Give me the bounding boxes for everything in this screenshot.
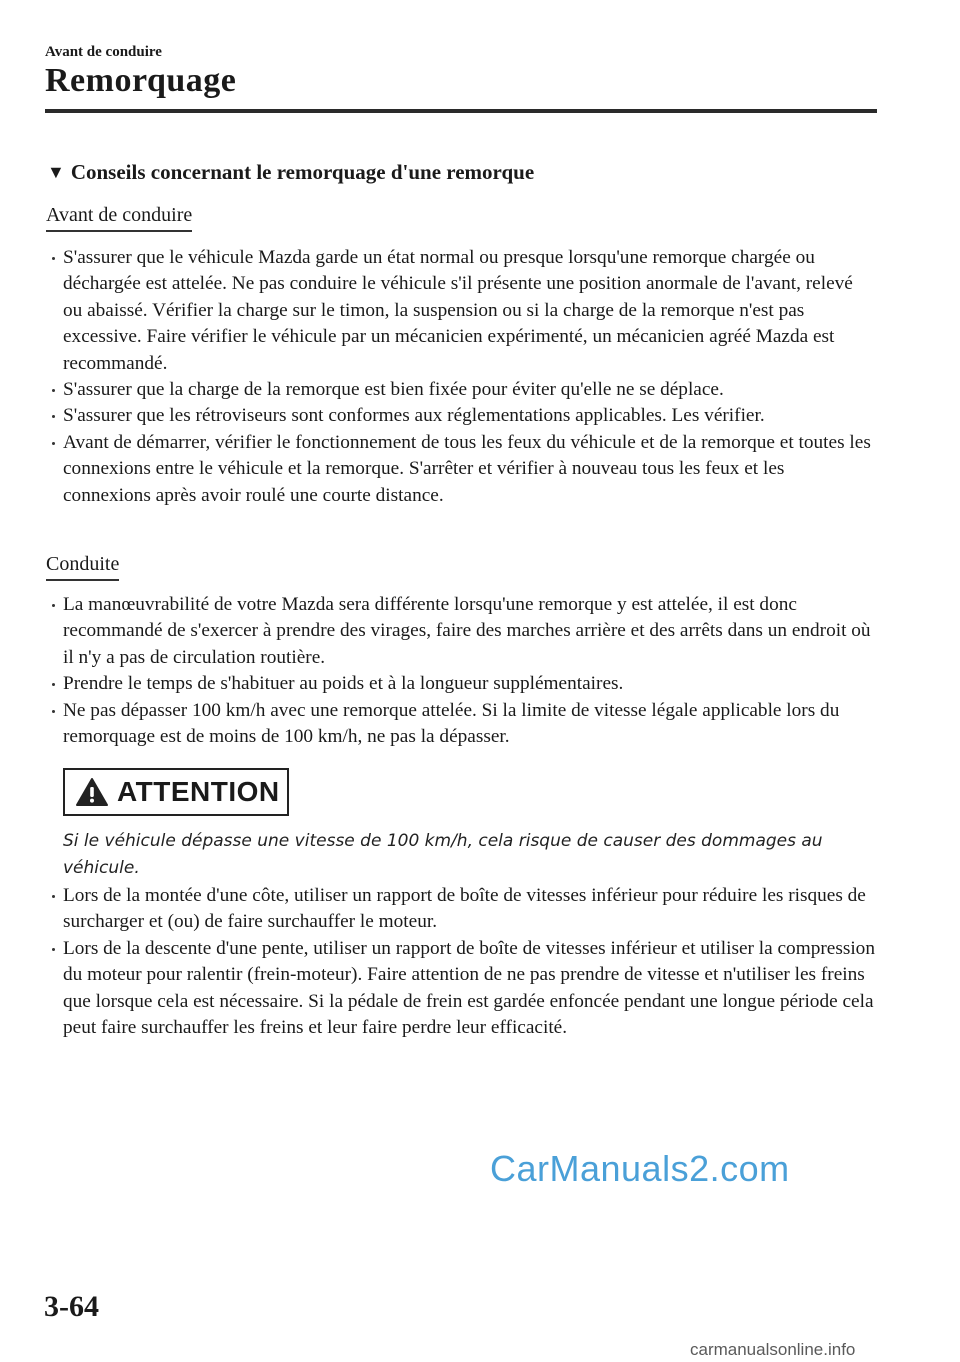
list-item: Lors de la descente d'une pente, utiliser un rapport de boîte de vitesses inférieur et utiliser la compression du moteur pour ralentir (frein-moteur). Faire attention de ne pas prendre de vitesse et n'utiliser les freins que lorsque cela est nécessaire. Si la pédale de frein est gardée enfoncée pendant une longue période cela peut faire surchauffer les freins et leur faire perdre leur efficacité. (46, 936, 876, 1042)
bullet-icon (52, 604, 55, 607)
list-item: Avant de démarrer, vérifier le fonctionnement de tous les feux du véhicule et de la remorque et toutes les connexions entre le véhicule et la remorque. S'arrêter et vérifier à nouveau tous les feux et les connexions après avoir roulé une courte distance. (46, 430, 876, 509)
list-item: S'assurer que la charge de la remorque est bien fixée pour éviter qu'elle ne se déplace. (46, 377, 876, 403)
section-heading-text: Conseils concernant le remorquage d'une remorque (70, 160, 535, 184)
page-title: Remorquage (45, 62, 237, 99)
subheading-before-driving: Avant de conduire (46, 204, 192, 232)
bullet-icon (52, 442, 55, 445)
bullet-icon (52, 710, 55, 713)
bullet-icon (52, 389, 55, 392)
subheading-driving: Conduite (46, 553, 119, 581)
attention-label: ATTENTION (117, 776, 280, 807)
watermark: CarManuals2.com (490, 1148, 790, 1189)
attention-box (63, 768, 289, 816)
chapter-label: Avant de conduire (45, 44, 162, 60)
attention-text: Si le véhicule dépasse une vitesse de 100 km/h, cela risque de causer des dommages au véhicule. (63, 831, 823, 878)
driving-list-continued (46, 883, 876, 1041)
before-driving-list (46, 245, 876, 509)
list-item: S'assurer que les rétroviseurs sont conformes aux réglementations applicables. Les vérifier. (46, 403, 876, 429)
list-item: Prendre le temps de s'habituer au poids et à la longueur supplémentaires. (46, 671, 876, 697)
bullet-icon (52, 257, 55, 260)
list-item: Lors de la montée d'une côte, utiliser un rapport de boîte de vitesses inférieur pour réduire les risques de surcharger et (ou) de faire surchauffer le moteur. (46, 883, 876, 936)
bullet-icon (52, 415, 55, 418)
list-item: S'assurer que le véhicule Mazda garde un état normal ou presque lorsqu'une remorque chargée ou déchargée est attelée. Ne pas conduire le véhicule s'il présente une position anormale de l'avant, relevé ou abaissé. Vérifier la charge sur le timon, la suspension ou si la charge de la remorque n'est pas excessive. Faire vérifier le véhicule par un mécanicien expérimenté, un mécanicien agréé Mazda est recommandé. (46, 245, 876, 377)
bullet-icon (52, 683, 55, 686)
header-divider (45, 109, 877, 113)
down-triangle-icon: ▼ (47, 162, 65, 182)
page-number: 3-64 (44, 1290, 99, 1323)
list-item: La manœuvrabilité de votre Mazda sera différente lorsqu'une remorque y est attelée, il est donc recommandé de s'exercer à prendre des virages, faire des marches arrière et des arrêts dans un endroit où il n'y a pas de circulation routière. (46, 592, 876, 671)
driving-list (46, 592, 876, 750)
bullet-icon (52, 895, 55, 898)
bullet-icon (52, 948, 55, 951)
warning-triangle-icon (75, 777, 109, 807)
footer-site-link[interactable]: carmanualsonline.info (690, 1340, 856, 1359)
section-heading (47, 160, 534, 185)
list-item: Ne pas dépasser 100 km/h avec une remorque attelée. Si la limite de vitesse légale applicable lors du remorquage est de moins de 100 km/h, ne pas la dépasser. (46, 698, 876, 751)
